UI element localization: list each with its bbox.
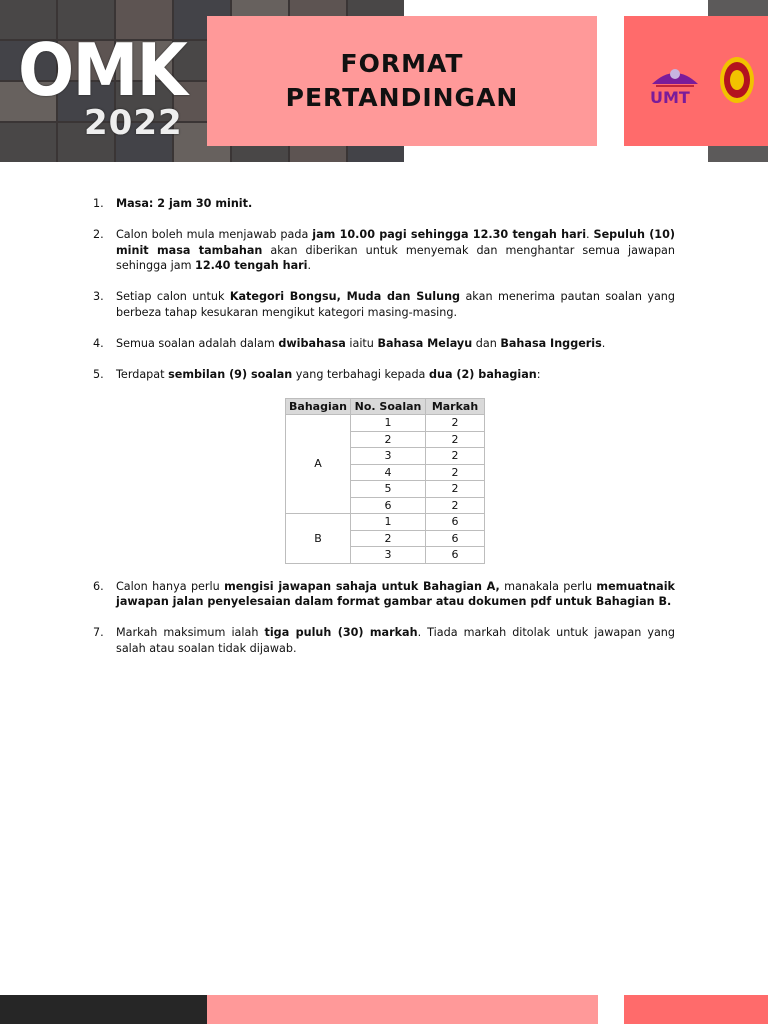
list-item — [93, 367, 675, 383]
page-title-line2: PERTANDINGAN — [285, 83, 519, 112]
table-row — [286, 415, 485, 432]
umt-logo-text: UMT — [650, 88, 690, 107]
table-cell-no-soalan: 6 — [351, 497, 426, 514]
list-item-text-bold: mengisi jawapan sahaja untuk Bahagian A, — [224, 579, 500, 593]
list-item-text-bold: tiga puluh (30) markah — [264, 626, 418, 639]
list-item-text: Markah maksimum ialah — [116, 626, 265, 639]
table-cell-markah: 6 — [426, 547, 485, 564]
list-item — [93, 579, 675, 610]
footer-pink-bar — [207, 995, 598, 1024]
table-cell-markah: 2 — [426, 415, 485, 432]
table-cell-bahagian: A — [286, 415, 351, 514]
table-cell-markah: 2 — [426, 481, 485, 498]
list-item-text: : — [536, 367, 541, 381]
list-item-number: 7. — [93, 626, 104, 639]
table-cell-no-soalan: 1 — [351, 415, 426, 432]
list-item-number: 2. — [93, 228, 104, 241]
list-item-text: . — [586, 228, 594, 241]
rules-list-part1 — [93, 196, 675, 382]
list-item-text-bold: dwibahasa — [278, 336, 346, 350]
omk-logo — [18, 20, 188, 142]
seal-logo-icon — [719, 56, 755, 104]
table-cell-markah: 6 — [426, 530, 485, 547]
list-item-text-bold: Kategori Bongsu, Muda dan Sulung — [229, 290, 461, 303]
list-item-number: 4. — [93, 336, 104, 350]
list-item-text-bold: Masa: 2 jam 30 minit. — [116, 197, 253, 210]
list-item-text: . — [601, 336, 606, 350]
list-item-number: 6. — [93, 579, 104, 593]
rules-list — [93, 196, 675, 672]
list-item-text: Setiap calon untuk — [116, 290, 230, 303]
table-cell-no-soalan: 1 — [351, 514, 426, 531]
list-item-text: . — [307, 259, 312, 272]
list-item-text: dan — [472, 336, 501, 350]
table-cell-markah: 2 — [426, 448, 485, 465]
list-item-number: 3. — [93, 290, 104, 303]
table-cell-no-soalan: 4 — [351, 464, 426, 481]
table-body — [286, 415, 485, 564]
omk-logo-text: OMK — [18, 28, 187, 112]
list-item-text: Terdapat — [116, 367, 169, 381]
list-item — [93, 227, 675, 274]
list-item-text-bold: 12.40 tengah hari — [195, 259, 308, 272]
header-title-band — [207, 16, 597, 146]
list-item-text-bold: memuatnaik jawapan jalan penyelesaian dalam format gambar atau dokumen pdf untuk Bahagian B. — [116, 579, 675, 608]
table-cell-no-soalan: 2 — [351, 431, 426, 448]
list-item-text: akan diberikan untuk menyemak dan menghantar semua jawapan sehingga jam — [116, 243, 675, 272]
list-item-text-bold: Bahasa Inggeris — [500, 336, 602, 350]
footer-red-bar — [624, 995, 768, 1024]
footer-dark-bar — [0, 995, 207, 1024]
list-item-text: akan menerima pautan soalan yang berbeza tahap kesukaran mengikut kategori masing-masing. — [116, 290, 675, 319]
table-cell-markah: 2 — [426, 464, 485, 481]
table-row — [286, 514, 485, 531]
table-cell-markah: 6 — [426, 514, 485, 531]
list-item-text: Calon hanya perlu — [116, 579, 225, 593]
list-item-text: iaitu — [345, 336, 378, 350]
marks-table — [285, 398, 485, 564]
table-header-markah: Markah — [426, 398, 485, 415]
table-header-bahagian: Bahagian — [286, 398, 351, 415]
page-title-line1: FORMAT — [340, 49, 464, 79]
omk-logo-year: 2022 — [84, 103, 183, 143]
list-item-number: 5. — [93, 367, 104, 381]
table-header-no-soalan: No. Soalan — [351, 398, 426, 415]
list-item-text-bold: jam 10.00 pagi sehingga 12.30 tengah hari — [312, 228, 587, 241]
list-item-text: manakala perlu — [499, 579, 597, 593]
header-logo-box — [624, 16, 768, 146]
list-item — [93, 289, 675, 320]
list-item-text: . Tiada markah ditolak untuk jawapan yang salah atau soalan tidak dijawab. — [116, 626, 675, 655]
list-item-text-bold: dua (2) bahagian — [428, 367, 537, 381]
list-item-text-bold: Sepuluh (10) minit masa tambahan — [116, 228, 675, 257]
table-cell-bahagian: B — [286, 514, 351, 564]
table-cell-no-soalan: 3 — [351, 547, 426, 564]
list-item — [93, 336, 675, 352]
list-item-text-bold: sembilan (9) soalan — [168, 367, 293, 381]
table-header-row — [286, 398, 485, 415]
rules-list-part2 — [93, 579, 675, 657]
marks-table-wrapper — [93, 398, 675, 564]
table-cell-no-soalan: 3 — [351, 448, 426, 465]
list-item-text: Semua soalan adalah dalam — [116, 336, 279, 350]
list-item — [93, 625, 675, 656]
list-item-number: 1. — [93, 197, 104, 210]
list-item — [93, 196, 675, 212]
table-cell-no-soalan: 2 — [351, 530, 426, 547]
table-cell-no-soalan: 5 — [351, 481, 426, 498]
list-item-text: yang terbahagi kepada — [292, 367, 429, 381]
table-cell-markah: 2 — [426, 497, 485, 514]
list-item-text-bold: Bahasa Melayu — [377, 336, 473, 350]
table-cell-markah: 2 — [426, 431, 485, 448]
list-item-text: Calon boleh mula menjawab pada — [116, 228, 313, 241]
